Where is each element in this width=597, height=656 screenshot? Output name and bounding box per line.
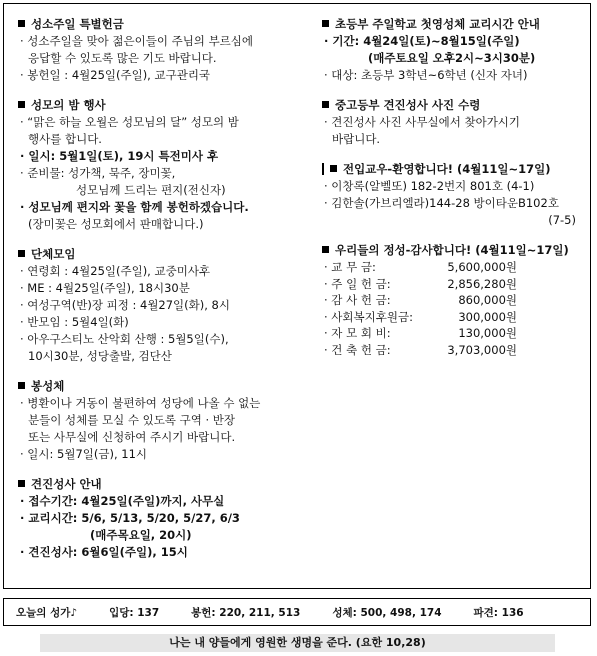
offering-row [322,309,590,326]
section-title: 초등부 주일학교 첫영성체 교리시간 안내 [322,16,590,33]
text-line: · 반모임 : 5월4일(화) [20,315,129,329]
text-line: · 아우구스티노 산악회 산행 : 5월5일(수), [20,332,229,346]
offering-row [322,342,590,359]
text-line: · 준비물: 성가책, 묵주, 장미꽃, [20,166,176,180]
section-vocation-sunday-offering [18,16,308,84]
text-line: · 일시: 5월1일(토), 19시 특전미사 후 [20,149,219,163]
section-title: 전입교우-환영합니다! (4월11일~17일) [322,161,590,178]
text-line: · 접수기간: 4월25일(주일)까지, 사무실 [20,494,225,508]
text-line: · “맑은 하늘 오월은 성모님의 달” 성모의 밤 [20,115,239,129]
text-line: · 이창록(알벨또) 182-2번지 801호 (4-1) [324,179,535,193]
text-line: 행사를 합니다. [28,132,102,146]
section-first-communion-class [322,16,590,84]
offering-value: 300,000원 [458,309,517,324]
text-line: 성모님께 드리는 편지(전신자) [76,183,226,197]
text-line: · 견진성사: 6월6일(주일), 15시 [20,545,188,559]
section-new-parishioners [322,161,590,229]
section-marian-night [18,97,308,233]
square-bullet-icon [322,20,329,27]
offering-value: 3,703,000원 [447,342,517,357]
hymn-offertory: 봉헌: 220, 211, 513 [191,606,301,619]
section-title: 성소주일 특별헌금 [18,16,308,33]
square-bullet-icon [322,246,329,253]
text-line: (7-5) [548,213,576,227]
offering-row [322,292,590,309]
section-title: 성모의 밤 행사 [18,97,308,114]
offering-value: 130,000원 [458,326,517,340]
text-line: (매주목요일, 20시) [90,528,192,542]
text-line: 응답할 수 있도록 많은 기도 바랍니다. [28,51,217,65]
text-line: 바랍니다. [332,132,381,146]
text-line: (매주토요일 오후2시~3시30분) [368,51,536,65]
section-group-meetings [18,246,308,365]
left-column [18,16,308,574]
section-title: 중고등부 견진성사 사진 수령 [322,97,590,114]
hymn-heading: 오늘의 성가♪ [16,606,78,619]
square-bullet-icon [18,20,25,27]
hymn-communion: 성체: 500, 498, 174 [332,606,442,619]
square-bullet-icon [18,382,25,389]
text-line: · 봉헌일 : 4월25일(주일), 교구관리국 [20,68,211,82]
square-bullet-icon [18,250,25,257]
offering-label: · 자 모 회 비: [324,326,391,340]
text-line: · ME : 4월25일(주일), 18시30분 [20,281,190,295]
text-line: · 병환이나 거동이 불편하여 성당에 나올 수 없는 [20,396,261,410]
text-line: · 성소주일을 맞아 젊은이들이 주님의 부르심에 [20,34,254,48]
right-column [322,16,590,371]
offering-value: 2,856,280원 [447,276,517,291]
section-confirmation-guide [18,476,308,561]
square-bullet-icon [18,480,25,487]
bulletin-frame [3,3,591,589]
text-line: · 연령회 : 4월25일(주일), 교중미사후 [20,264,211,278]
offering-row [322,276,590,293]
text-line: · 성모님께 편지와 꽃을 함께 봉헌하겠습니다. [20,200,249,214]
section-title: 견진성사 안내 [18,476,308,493]
text-line: 10시30분, 성당출발, 검단산 [28,349,172,363]
text-line: · 견진성사 사진 사무실에서 찾아가시기 [324,115,521,129]
offering-label: · 사회복지후원금: [324,309,413,324]
text-line: · 일시: 5월7일(금), 11시 [20,447,148,461]
text-line: · 여성구역(반)장 피정 : 4월27일(화), 8시 [20,298,230,312]
hymn-numbers-bar [3,598,591,626]
offering-label: · 건 축 헌 금: [324,342,391,357]
offering-value: 860,000원 [458,293,517,307]
square-bullet-icon [18,101,25,108]
text-line: 분들이 성체를 모실 수 있도록 구역 · 반장 [28,413,235,427]
section-offerings [322,242,590,358]
square-bullet-icon [322,101,329,108]
offering-label: · 교 무 금: [324,260,376,274]
section-communion-visit [18,378,308,463]
text-line: 또는 사무실에 신청하여 주시기 바랍니다. [28,430,236,444]
offering-row [322,325,590,342]
text-line: (장미꽃은 성모회에서 판매합니다.) [28,217,204,231]
offering-label: · 주 일 헌 금: [324,276,391,291]
section-title: 단체모임 [18,246,308,263]
offering-label: · 감 사 헌 금: [324,293,391,307]
square-bullet-icon [330,165,337,172]
offering-value: 5,600,000원 [447,260,517,274]
scripture-verse: 나는 내 양들에게 영원한 생명을 준다. (요한 10,28) [40,634,555,652]
section-confirmation-photo [322,97,590,148]
hymn-dismissal: 파견: 136 [473,606,524,619]
section-title: 우리들의 정성-감사합니다! (4월11일~17일) [322,242,590,259]
text-line: · 교리시간: 5/6, 5/13, 5/20, 5/27, 6/3 [20,511,240,525]
text-line: · 김한솔(가브리엘라)144-28 방이타운B102호 [324,196,559,210]
section-title: 봉성체 [18,378,308,395]
hymn-entrance: 입당: 137 [109,606,160,619]
text-line: · 기간: 4월24일(토)~8월15일(주일) [324,34,520,48]
offering-row [322,259,590,276]
text-line: · 대상: 초등부 3학년~6학년 (신자 자녀) [324,68,528,82]
bar-bullet-icon [322,163,324,175]
